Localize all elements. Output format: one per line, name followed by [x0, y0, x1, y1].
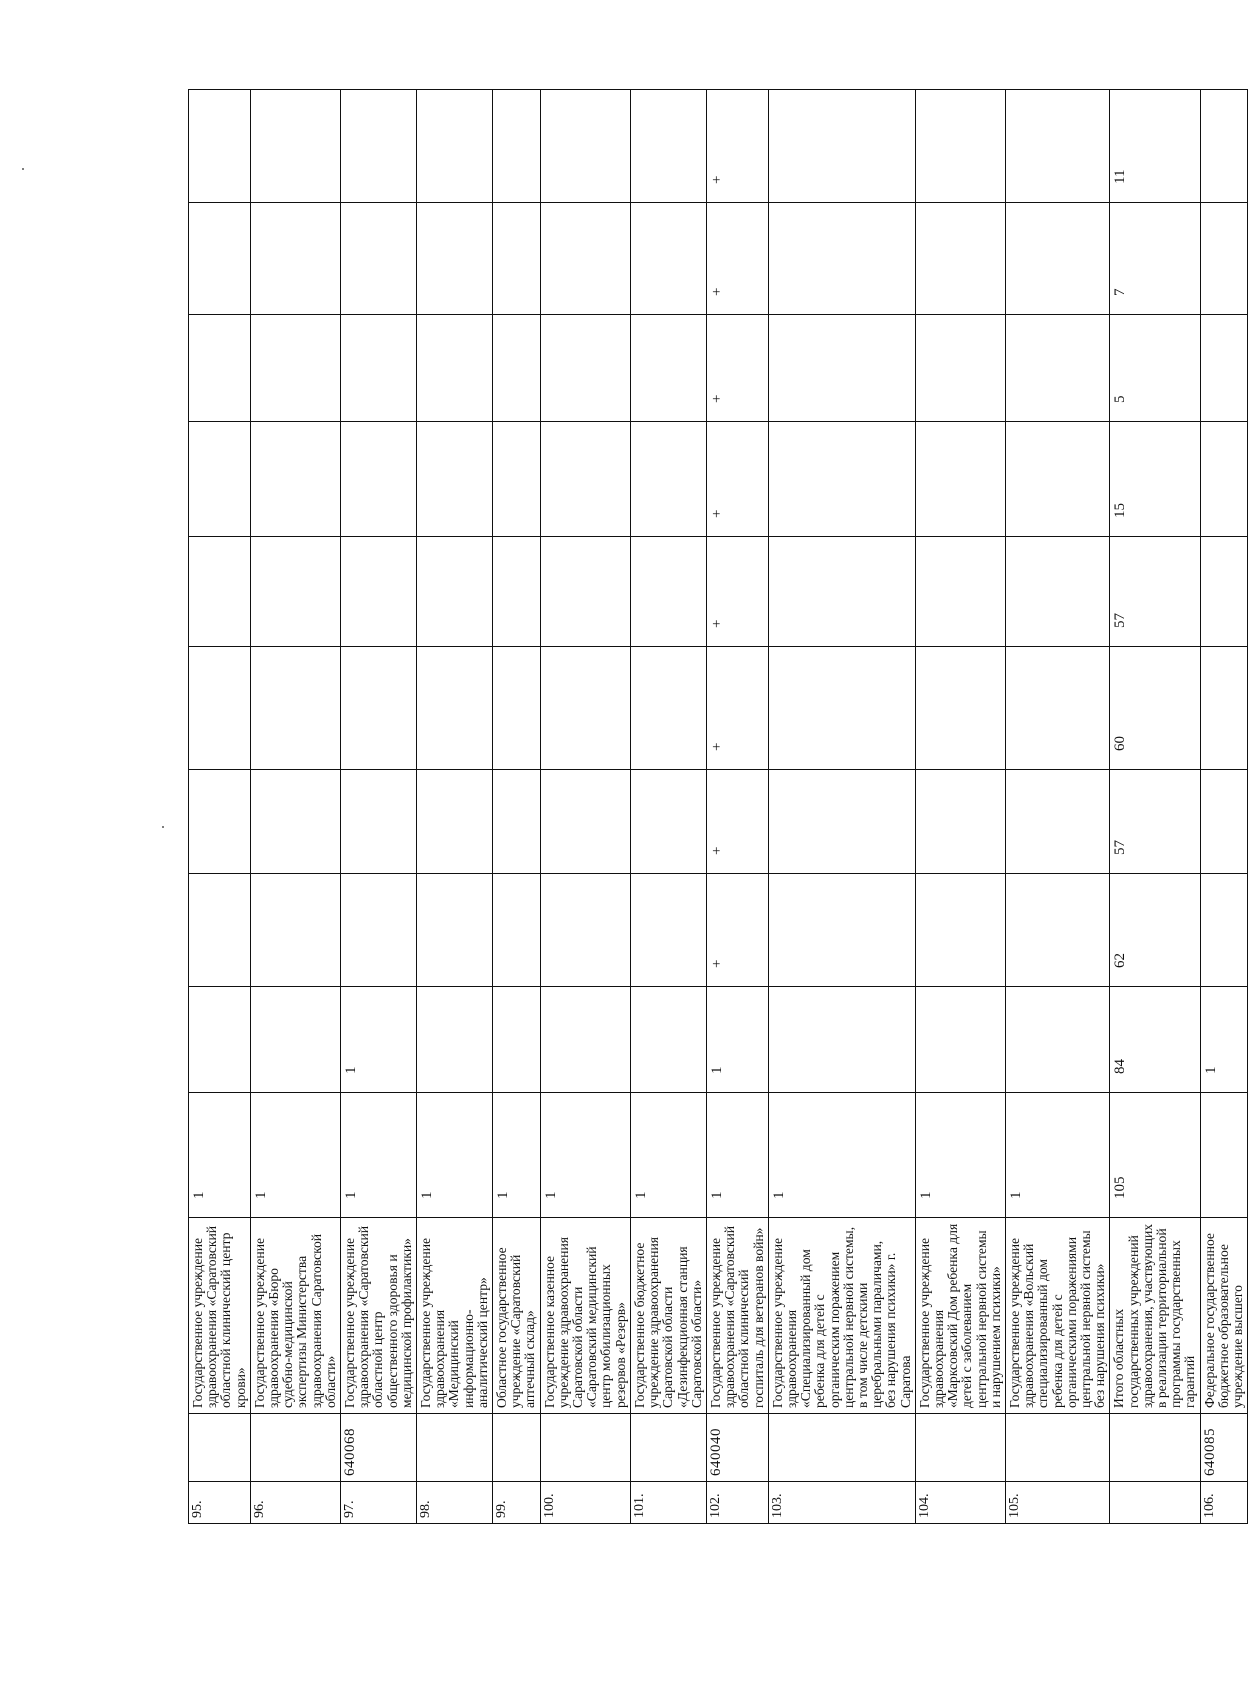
- table-row: [341, 90, 417, 1524]
- table-row: [493, 90, 541, 1524]
- value-cell: 7: [1110, 203, 1200, 315]
- value-cell: [189, 315, 251, 422]
- value-cell: [417, 315, 493, 422]
- value-cell: [915, 770, 1005, 874]
- value-cell: [493, 537, 541, 647]
- value-cell: 1: [493, 1093, 541, 1218]
- value-cell: [189, 203, 251, 315]
- institutions-table: [188, 89, 1248, 1524]
- table-row: [630, 90, 706, 1524]
- value-cell: [1200, 422, 1248, 537]
- value-cell: [493, 874, 541, 987]
- value-cell: 1: [417, 1093, 493, 1218]
- institution-name: Государственное учреждение здравоохранения «Саратовский областной клинический центр крови»: [189, 1218, 251, 1414]
- institution-name: Государственное учреждение здравоохранения «Марксовский Дом ребенка для детей с заболеванием центральной нервной системы и нарушением психики»: [915, 1218, 1005, 1414]
- table-body: [189, 90, 1248, 1524]
- value-cell: [630, 90, 706, 203]
- value-cell: 84: [1110, 987, 1200, 1093]
- value-cell: [189, 770, 251, 874]
- value-cell: [417, 987, 493, 1093]
- value-cell: [915, 315, 1005, 422]
- value-cell: +: [706, 874, 768, 987]
- value-cell: [540, 90, 630, 203]
- value-cell: [1200, 770, 1248, 874]
- row-code: [540, 1414, 630, 1482]
- table-row: [250, 90, 340, 1524]
- institution-name: Государственное учреждение здравоохранения «Специализированный дом ребенка для детей с органическим поражением центральной нервной системы, в том числе детскими церебральными параличами, без нарушения психики» г. Саратова: [768, 1218, 915, 1414]
- value-cell: [341, 315, 417, 422]
- value-cell: [189, 537, 251, 647]
- value-cell: [1200, 647, 1248, 770]
- value-cell: [189, 647, 251, 770]
- value-cell: [915, 647, 1005, 770]
- value-cell: [493, 770, 541, 874]
- value-cell: [630, 315, 706, 422]
- value-cell: [341, 537, 417, 647]
- value-cell: 1: [341, 987, 417, 1093]
- value-cell: [1200, 315, 1248, 422]
- row-code: [250, 1414, 340, 1482]
- row-code: [915, 1414, 1005, 1482]
- value-cell: 57: [1110, 770, 1200, 874]
- institution-name: Государственное бюджетное учреждение здравоохранения Саратовской области «Дезинфекционная станция Саратовской области»: [630, 1218, 706, 1414]
- row-number: 103.: [768, 1482, 915, 1524]
- value-cell: [768, 647, 915, 770]
- row-code: [417, 1414, 493, 1482]
- value-cell: [250, 647, 340, 770]
- row-number: 98.: [417, 1482, 493, 1524]
- table-row: [915, 90, 1005, 1524]
- value-cell: [250, 987, 340, 1093]
- table-row: [417, 90, 493, 1524]
- value-cell: 57: [1110, 537, 1200, 647]
- value-cell: 1: [1200, 987, 1248, 1093]
- row-code: [1005, 1414, 1109, 1482]
- value-cell: [1005, 315, 1109, 422]
- row-number: 106.: [1200, 1482, 1248, 1524]
- value-cell: [630, 987, 706, 1093]
- row-code: [768, 1414, 915, 1482]
- value-cell: 62: [1110, 874, 1200, 987]
- row-number: 101.: [630, 1482, 706, 1524]
- value-cell: [417, 422, 493, 537]
- value-cell: [189, 90, 251, 203]
- value-cell: +: [706, 315, 768, 422]
- value-cell: [1200, 90, 1248, 203]
- value-cell: [493, 315, 541, 422]
- value-cell: [417, 537, 493, 647]
- value-cell: [768, 315, 915, 422]
- row-code: [493, 1414, 541, 1482]
- table-row: [706, 90, 768, 1524]
- value-cell: 15: [1110, 422, 1200, 537]
- row-code: 640068: [341, 1414, 417, 1482]
- value-cell: [768, 422, 915, 537]
- value-cell: [540, 987, 630, 1093]
- value-cell: [630, 203, 706, 315]
- value-cell: [1200, 1093, 1248, 1218]
- value-cell: [540, 537, 630, 647]
- row-number: 95.: [189, 1482, 251, 1524]
- value-cell: [250, 203, 340, 315]
- value-cell: [341, 874, 417, 987]
- value-cell: [1005, 874, 1109, 987]
- value-cell: 1: [768, 1093, 915, 1218]
- value-cell: [1005, 422, 1109, 537]
- row-code: [1110, 1414, 1200, 1482]
- institution-name: Государственное казенное учреждение здравоохранения Саратовской области «Саратовский медицинский центр мобилизационных резервов «Резерв»: [540, 1218, 630, 1414]
- value-cell: [768, 770, 915, 874]
- value-cell: 1: [250, 1093, 340, 1218]
- value-cell: 1: [630, 1093, 706, 1218]
- table-row: [1110, 90, 1200, 1524]
- value-cell: +: [706, 647, 768, 770]
- row-code: 640040: [706, 1414, 768, 1482]
- table-row: [540, 90, 630, 1524]
- value-cell: [540, 422, 630, 537]
- value-cell: 1: [1005, 1093, 1109, 1218]
- value-cell: [915, 422, 1005, 537]
- value-cell: [1005, 987, 1109, 1093]
- value-cell: [250, 537, 340, 647]
- value-cell: 1: [915, 1093, 1005, 1218]
- institution-name: Государственное учреждение здравоохранения «Саратовский областной клинический госпиталь для ветеранов войн»: [706, 1218, 768, 1414]
- value-cell: [915, 987, 1005, 1093]
- value-cell: +: [706, 203, 768, 315]
- value-cell: [630, 874, 706, 987]
- value-cell: 1: [706, 1093, 768, 1218]
- value-cell: 1: [189, 1093, 251, 1218]
- value-cell: [417, 874, 493, 987]
- value-cell: [250, 422, 340, 537]
- value-cell: [630, 422, 706, 537]
- value-cell: [915, 90, 1005, 203]
- value-cell: 11: [1110, 90, 1200, 203]
- value-cell: [417, 647, 493, 770]
- value-cell: [768, 90, 915, 203]
- value-cell: [493, 90, 541, 203]
- row-number: 96.: [250, 1482, 340, 1524]
- value-cell: [189, 422, 251, 537]
- value-cell: +: [706, 90, 768, 203]
- value-cell: [341, 770, 417, 874]
- row-number: 102.: [706, 1482, 768, 1524]
- row-code: [189, 1414, 251, 1482]
- value-cell: [915, 874, 1005, 987]
- table-row: [1005, 90, 1109, 1524]
- value-cell: [341, 422, 417, 537]
- row-number: 99.: [493, 1482, 541, 1524]
- value-cell: 5: [1110, 315, 1200, 422]
- table-row: [189, 90, 251, 1524]
- value-cell: +: [706, 422, 768, 537]
- institution-name: Государственное учреждение здравоохранения «Медицинский информационно-аналитический центр»: [417, 1218, 493, 1414]
- value-cell: [341, 90, 417, 203]
- value-cell: [1005, 90, 1109, 203]
- institution-name: Государственное учреждение здравоохранения «Саратовский областной центр общественного здоровья и медицинской профилактики»: [341, 1218, 417, 1414]
- value-cell: [1005, 203, 1109, 315]
- value-cell: 60: [1110, 647, 1200, 770]
- value-cell: [768, 874, 915, 987]
- value-cell: [493, 987, 541, 1093]
- scan-speck: [22, 168, 24, 170]
- value-cell: [630, 647, 706, 770]
- row-code: [630, 1414, 706, 1482]
- row-code: 640085: [1200, 1414, 1248, 1482]
- value-cell: [768, 537, 915, 647]
- value-cell: [189, 987, 251, 1093]
- value-cell: [540, 770, 630, 874]
- value-cell: [493, 203, 541, 315]
- value-cell: 105: [1110, 1093, 1200, 1218]
- value-cell: [341, 647, 417, 770]
- row-number: 104.: [915, 1482, 1005, 1524]
- institution-name: Государственное учреждение здравоохранения «Вольский специализированный дом ребенка для детей с органическими поражениями центральной нервной системы без нарушения психики»: [1005, 1218, 1109, 1414]
- value-cell: [1200, 537, 1248, 647]
- value-cell: [250, 770, 340, 874]
- value-cell: [417, 203, 493, 315]
- value-cell: 1: [706, 987, 768, 1093]
- value-cell: [540, 647, 630, 770]
- value-cell: [493, 422, 541, 537]
- value-cell: [630, 537, 706, 647]
- value-cell: [1005, 647, 1109, 770]
- institution-name: Федеральное государственное бюджетное образовательное учреждение высшего: [1200, 1218, 1248, 1414]
- row-number: 100.: [540, 1482, 630, 1524]
- value-cell: +: [706, 770, 768, 874]
- value-cell: [1200, 874, 1248, 987]
- institution-name: Итого областных государственных учреждений здравоохранения, участвующих в реализации территориальной программы государственных гарантий: [1110, 1218, 1200, 1414]
- table-row: [768, 90, 915, 1524]
- value-cell: [768, 203, 915, 315]
- rotated-table-region: [188, 90, 1246, 1524]
- institution-name: Государственное учреждение здравоохранения «Бюро судебно-медицинской экспертизы Министерства здравоохранения Саратовской области»: [250, 1218, 340, 1414]
- table-row: [1200, 90, 1248, 1524]
- value-cell: 1: [540, 1093, 630, 1218]
- value-cell: [341, 203, 417, 315]
- row-number: [1110, 1482, 1200, 1524]
- value-cell: [1005, 537, 1109, 647]
- value-cell: [189, 874, 251, 987]
- value-cell: [493, 647, 541, 770]
- value-cell: [250, 874, 340, 987]
- value-cell: [417, 770, 493, 874]
- value-cell: [768, 987, 915, 1093]
- value-cell: [630, 770, 706, 874]
- value-cell: [915, 203, 1005, 315]
- value-cell: [540, 203, 630, 315]
- scan-speck: [162, 826, 164, 828]
- value-cell: [1200, 203, 1248, 315]
- value-cell: [540, 315, 630, 422]
- row-number: 97.: [341, 1482, 417, 1524]
- value-cell: 1: [341, 1093, 417, 1218]
- value-cell: [915, 537, 1005, 647]
- value-cell: +: [706, 537, 768, 647]
- value-cell: [250, 315, 340, 422]
- value-cell: [540, 874, 630, 987]
- value-cell: [250, 90, 340, 203]
- value-cell: [417, 90, 493, 203]
- institution-name: Областное государственное учреждение «Саратовский аптечный склад»: [493, 1218, 541, 1414]
- value-cell: [1005, 770, 1109, 874]
- row-number: 105.: [1005, 1482, 1109, 1524]
